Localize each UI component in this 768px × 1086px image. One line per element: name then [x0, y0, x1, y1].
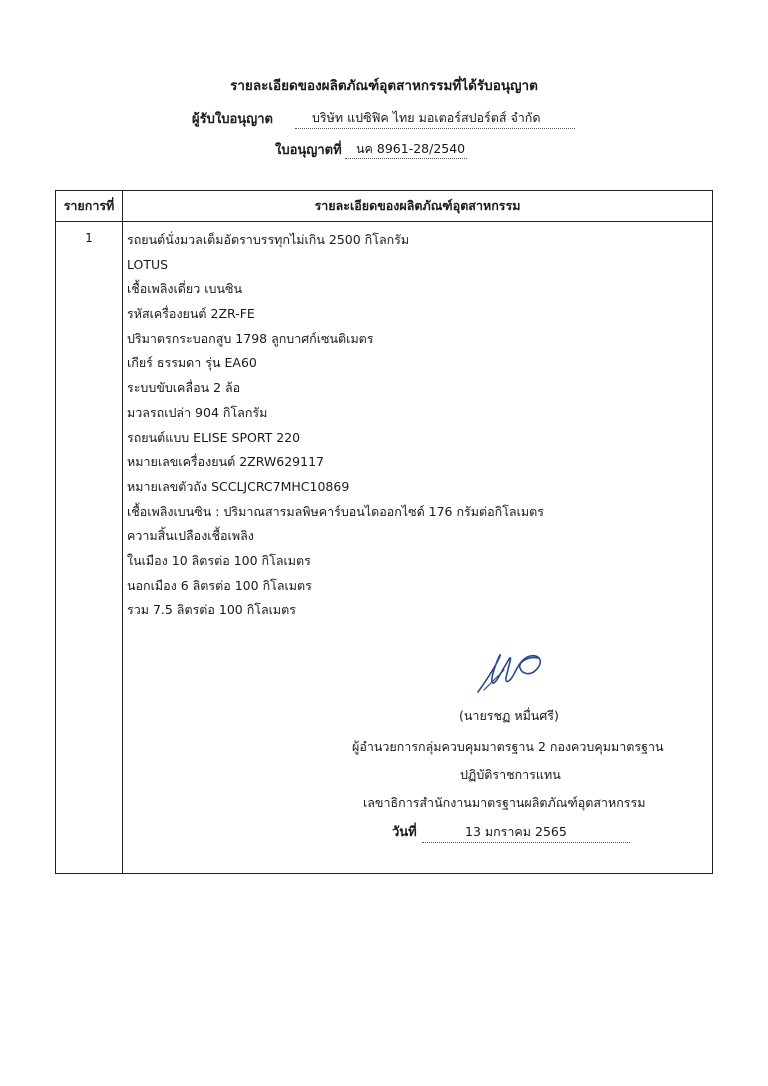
- license-no-label: ใบอนุญาตที่: [275, 143, 342, 158]
- signatory-position-1: ผู้อำนวยการกลุ่มควบคุมมาตรฐาน 2 กองควบคุมมาตรฐาน: [352, 739, 664, 754]
- handwritten-signature: [470, 648, 550, 698]
- detail-line: หมายเลขเครื่องยนต์ 2ZRW629117: [127, 454, 324, 470]
- signatory-position-3: เลขาธิการสำนักงานมาตรฐานผลิตภัณฑ์อุตสาหกรรม: [363, 795, 646, 810]
- detail-cell: [123, 222, 713, 874]
- table-row: [56, 222, 713, 874]
- date-label: วันที่: [392, 825, 417, 840]
- detail-line: นอกเมือง 6 ลิตรต่อ 100 กิโลเมตร: [127, 577, 312, 593]
- detail-line: รหัสเครื่องยนต์ 2ZR-FE: [127, 306, 255, 322]
- product-detail-table: [55, 190, 713, 874]
- date-dotted-line: [422, 842, 630, 843]
- item-no-cell: [56, 222, 123, 874]
- detail-line: LOTUS: [127, 256, 169, 272]
- item-no: 1: [85, 230, 93, 245]
- license-no-dotted-line: [345, 158, 467, 159]
- detail-line: ในเมือง 10 ลิตรต่อ 100 กิโลเมตร: [127, 552, 311, 568]
- document-title: รายละเอียดของผลิตภัณฑ์อุตสาหกรรมที่ได้รับอนุญาต: [230, 78, 538, 94]
- detail-line: มวลรถเปล่า 904 กิโลกรัม: [127, 404, 268, 420]
- license-no-value: นค 8961-28/2540: [356, 141, 466, 156]
- detail-line: ปริมาตรกระบอกสูบ 1798 ลูกบาศก์เซนติเมตร: [127, 330, 374, 346]
- detail-line: ระบบขับเคลื่อน 2 ล้อ: [127, 380, 241, 396]
- date-value: 13 มกราคม 2565: [465, 824, 567, 839]
- licensee-dotted-line: [295, 128, 575, 129]
- signatory-name: (นายรชฏ หมื่นศรี): [459, 708, 559, 723]
- licensee-label: ผู้รับใบอนุญาต: [192, 112, 273, 127]
- table-header-row: [56, 191, 713, 222]
- detail-line: รถยนต์นั่งมวลเต็มอัตราบรรทุกไม่เกิน 2500 กิโลกรัม: [127, 232, 410, 247]
- header-detail: รายละเอียดของผลิตภัณฑ์อุตสาหกรรม: [123, 191, 713, 222]
- detail-lines: [127, 228, 712, 623]
- detail-line: รวม 7.5 ลิตรต่อ 100 กิโลเมตร: [127, 602, 297, 618]
- detail-line: ความสิ้นเปลืองเชื้อเพลิง: [127, 528, 254, 544]
- header-item-no: รายการที่: [56, 191, 123, 222]
- signatory-position-2: ปฏิบัติราชการแทน: [460, 767, 561, 782]
- detail-line: เชื้อเพลิงเบนซิน : ปริมาณสารมลพิษคาร์บอนไดออกไซด์ 176 กรัมต่อกิโลเมตร: [127, 503, 544, 519]
- licensee-value: บริษัท แปซิฟิค ไทย มอเตอร์สปอร์ตส์ จำกัด: [312, 110, 541, 125]
- detail-line: หมายเลขตัวถัง SCCLJCRC7MHC10869: [127, 478, 350, 494]
- detail-line: เกียร์ ธรรมดา รุ่น EA60: [127, 355, 257, 371]
- detail-line: เชื้อเพลิงเดี่ยว เบนซิน: [127, 281, 243, 297]
- detail-line: รถยนต์แบบ ELISE SPORT 220: [127, 429, 301, 445]
